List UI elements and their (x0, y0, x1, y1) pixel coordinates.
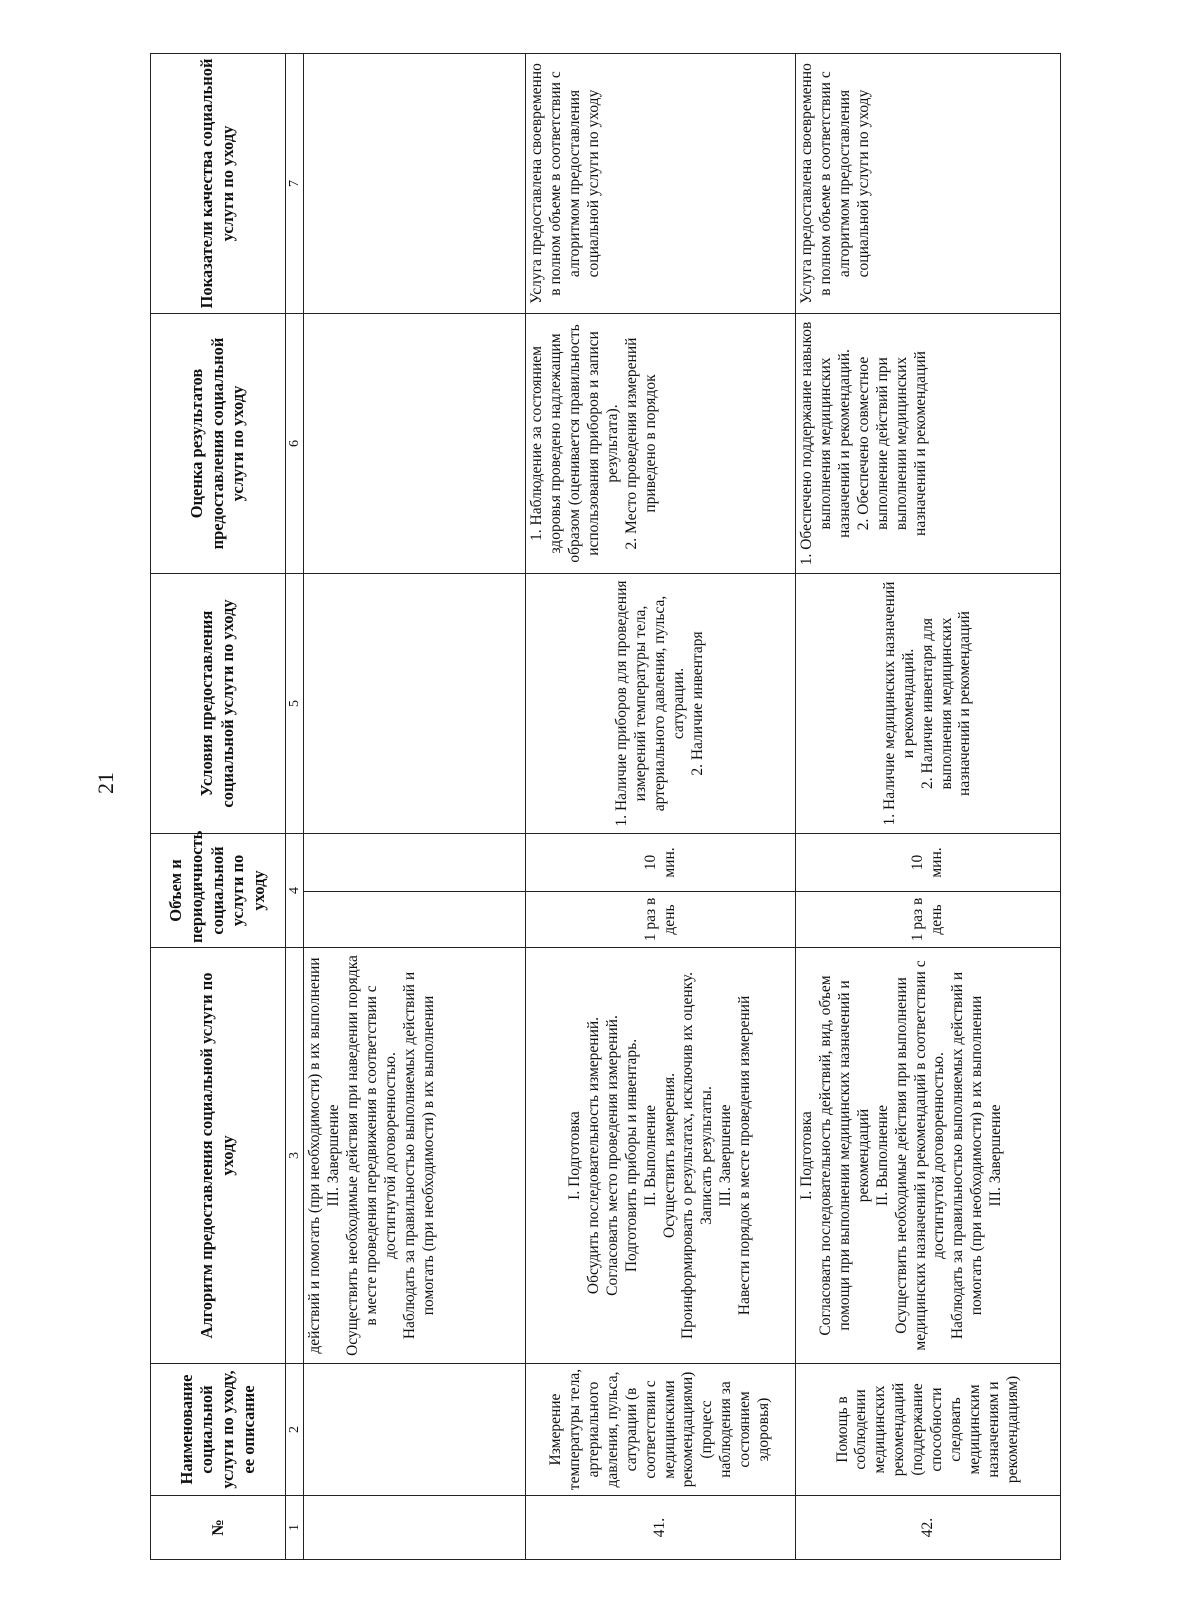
page-number: 21 (93, 772, 118, 794)
row-frequency: 1 раз в день (796, 892, 1061, 948)
column-number: 7 (286, 54, 304, 314)
continuation-frequency (304, 892, 526, 948)
row-no: 41. (526, 1496, 796, 1560)
row-frequency: 1 раз в день (526, 892, 796, 948)
continuation-name (304, 1364, 526, 1496)
row-volume: 10 мин. (526, 834, 796, 892)
header-row (151, 54, 286, 1560)
header-volume: Объем и периодичность социальной услуги по уходу (151, 834, 286, 948)
continuation-algorithm: действий и помогать (при необходимости) в их выполнении III. Завершение Осуществить необходимые действия при наведении порядка в месте проведения передвижения в соответствии с достигнутой договоренностью. Наблюдать за правильностью выполняемых действий и помогать (при необходимости) в их выполнении (304, 948, 526, 1364)
continuation-quality (304, 54, 526, 314)
column-number: 1 (286, 1496, 304, 1560)
row-name: Помощь в соблюдении медицинских рекомендаций (поддержание способности следовать медицинским назначениям и рекомендациям) (796, 1364, 1061, 1496)
continuation-no (304, 1496, 526, 1560)
row-evaluation: 1. Обеспечено поддержание навыков выполнения медицинских назначений и рекомендаций. 2. Обеспечено совместное выполнение действий при выполнении медицинских назначений и рекомендаций (796, 314, 1061, 574)
column-number-row (286, 54, 304, 1560)
row-conditions: 1. Наличие медицинских назначений и рекомендаций. 2. Наличие инвентаря для выполнения медицинских назначений и рекомендаций (796, 574, 1061, 834)
column-number: 5 (286, 574, 304, 834)
row-no: 42. (796, 1496, 1061, 1560)
column-number: 6 (286, 314, 304, 574)
header-evaluation: Оценка результатов предоставления социальной услуги по уходу (151, 314, 286, 574)
row-name: Измерение температуры тела, артериального давления, пульса, сатурации (в соответствии с медицинскими рекомендациями) (процесс наблюдения за состоянием здоровья) (526, 1364, 796, 1496)
row-conditions: 1. Наличие приборов для проведения измерений температуры тела, артериального давления, пульса, сатурации. 2. Наличие инвентаря (526, 574, 796, 834)
header-name: Наименование социальной услуги по уходу, ее описание (151, 1364, 286, 1496)
header-algorithm: Алгоритм предоставления социальной услуги по уходу (151, 948, 286, 1364)
services-table (150, 53, 1061, 1560)
header-conditions: Условия предоставления социальной услуги по уходу (151, 574, 286, 834)
row-evaluation: 1. Наблюдение за состоянием здоровья проведено надлежащим образом (оценивается правильность использования приборов и записи результата). 2. Место проведения измерений приведено в порядок (526, 314, 796, 574)
continuation-evaluation (304, 314, 526, 574)
continuation-conditions (304, 574, 526, 834)
table-row (526, 54, 796, 1560)
continuation-volume (304, 834, 526, 892)
continuation-row (304, 54, 526, 1560)
header-no: № (151, 1496, 286, 1560)
column-number: 4 (286, 834, 304, 948)
row-quality: Услуга предоставлена своевременно в полном объеме в соответствии с алгоритмом предоставления социальной услуги по уходу (796, 54, 1061, 314)
header-quality: Показатели качества социальной услуги по уходу (151, 54, 286, 314)
table-row (796, 54, 1061, 1560)
row-volume: 10 мин. (796, 834, 1061, 892)
column-number: 2 (286, 1364, 304, 1496)
row-quality: Услуга предоставлена своевременно в полном объеме в соответствии с алгоритмом предоставления социальной услуги по уходу (526, 54, 796, 314)
row-algorithm: I. Подготовка Обсудить последовательность измерений. Согласовать место проведения измерений. Подготовить приборы и инвентарь. II. Выполнение Осуществить измерения. Проинформировать о результатах, исключив их оценку. Записать результаты. III. Завершение Навести порядок в месте проведения измерений (526, 948, 796, 1364)
row-algorithm: I. Подготовка Согласовать последовательность действий, вид, объем помощи при выполнении медицинских назначений и рекомендаций II. Выполнение Осуществить необходимые действия при выполнении медицинских назначений и рекомендаций в соответствии с достигнутой договоренностью. Наблюдать за правильностью выполняемых действий и помогать (при необходимости) в их выполнении III. Завершение (796, 948, 1061, 1364)
column-number: 3 (286, 948, 304, 1364)
rotated-table-container (150, 54, 1056, 1560)
